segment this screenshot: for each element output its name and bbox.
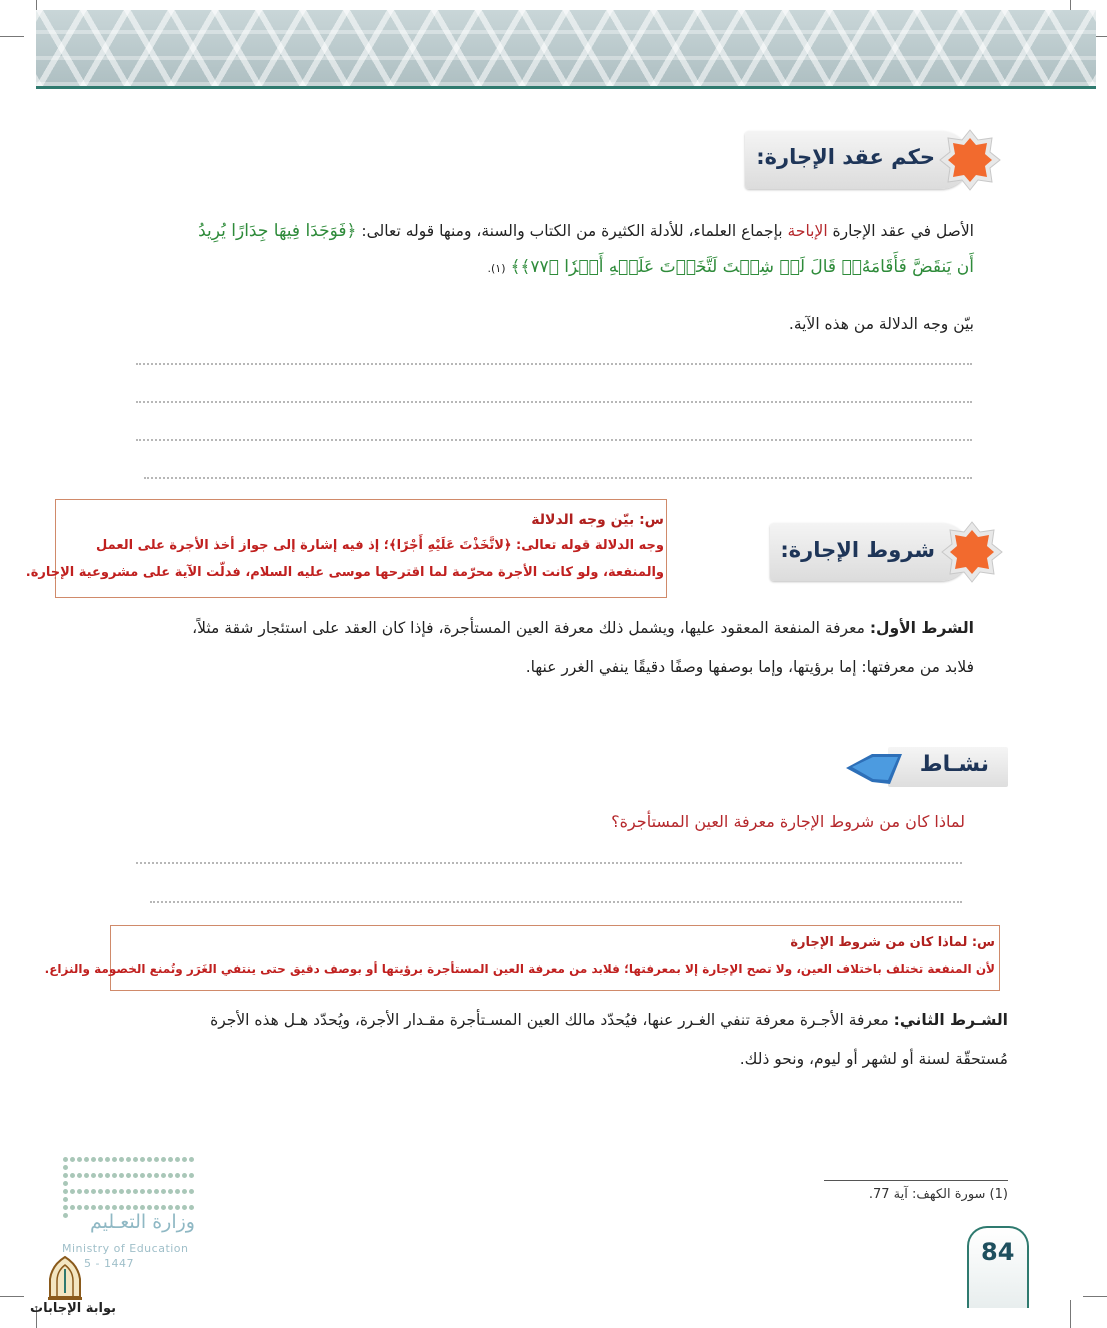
answer-text: وجه الدلالة قوله تعالى: ﴿لاتَّخَذْتَ عَلَيْهِ أَجْرًا﴾؛ إذ فيه إشارة إلى جواز أخذ الأجرة على العمل — [96, 538, 664, 553]
highlighted-word: الإباحة — [787, 222, 828, 240]
answer-line — [144, 477, 972, 479]
answer-line — [150, 901, 962, 903]
ministry-name-ar: وزارة التعـليم — [89, 1211, 195, 1233]
answer-line — [136, 439, 972, 441]
header-rule — [36, 86, 1096, 89]
crop-mark — [36, 0, 37, 10]
star-badge-icon — [940, 520, 1004, 584]
watermark-logo-icon — [44, 1255, 86, 1301]
paragraph-line: فلابد من معرفتها: إما برؤيتها، وإما بوصفها وصفًا دقيقًا ينفي الغرر عنها. — [525, 658, 974, 676]
star-badge-icon — [938, 128, 1002, 192]
footnote-rule — [824, 1180, 1008, 1181]
answer-question: س: لماذا كان من شروط الإجارة — [790, 935, 995, 950]
section-title: شروط الإجارة: — [780, 538, 935, 562]
answer-line — [136, 401, 972, 403]
answer-line — [136, 862, 962, 864]
footnote: (1) سورة الكهف: آية 77. — [868, 1187, 1008, 1202]
paragraph-line — [108, 1008, 1008, 1032]
activity-label: نشـاط — [919, 752, 989, 777]
paragraph-text: معرفة الأجـرة معرفة تنفي الغـرر عنها، فيُحدّد مالك العين المسـتأجرة مقـدار الأجرة، ويُحدّد هـل هذه الأجرة — [210, 1011, 894, 1029]
paragraph-text: بإجماع العلماء، للأدلة الكثيرة من الكتاب والسنة، ومنها قوله تعالى: — [356, 222, 788, 240]
ministry-name-en: Ministry of Education — [62, 1242, 189, 1255]
answer-line — [136, 363, 972, 365]
paragraph-line — [134, 255, 974, 281]
paragraph-line: مُستحقّة لسنة أو لشهر أو ليوم، ونحو ذلك. — [739, 1050, 1008, 1068]
answer-text: والمنفعة، ولو كانت الأجرة محرّمة لما اقترحها موسى عليه السلام، فدلّت الآية على مشروعية الإجارة. — [25, 565, 664, 580]
answer-question: س: بيّن وجه الدلالة — [531, 512, 664, 528]
ministry-year: 5 - 1447 — [84, 1257, 134, 1270]
answer-text: لأن المنفعة تختلف باختلاف العين، ولا تصح الإجارة إلا بمعرفتها؛ فلابد من معرفة العين المستأجرة برؤيتها أو بوصف دقيق حتى ينتفي الغَرَر وتُمنع الخصومة والنزاع. — [44, 962, 995, 976]
crop-mark — [1070, 1300, 1071, 1328]
ministry-logo-icon — [62, 1155, 198, 1219]
crop-mark — [1083, 1296, 1107, 1297]
page-number: 84 — [981, 1238, 1015, 1266]
section-title: حكم عقد الإجارة: — [756, 145, 935, 169]
footnote-ref: (١). — [487, 262, 506, 275]
condition-label: الشـرط الثاني: — [893, 1011, 1008, 1029]
crop-mark — [0, 1296, 24, 1297]
paragraph-text: الأصل في عقد الإجارة — [827, 222, 974, 240]
activity-arrow-icon — [844, 750, 904, 786]
header-pattern-band — [36, 10, 1096, 86]
paragraph-line — [74, 616, 974, 640]
paragraph-line — [134, 219, 974, 243]
quran-verse: أَن يَنقَضَّ فَأَقَامَهُۥۖ قَالَ لَوۡ شِئۡتَ لَتَّخَذۡتَ عَلَيۡهِ أَجۡرٗا ﴿٧٧﴾﴾ — [510, 257, 974, 277]
watermark-text: بوابة الإجابات — [30, 1301, 116, 1316]
crop-mark — [0, 36, 24, 37]
paragraph-text: معرفة المنفعة المعقود عليها، ويشمل ذلك معرفة العين المستأجرة، فإذا كان العقد على استئجار شقة مثلاً، — [192, 619, 870, 637]
condition-label: الشرط الأول: — [869, 619, 974, 637]
quran-verse: ﴿فَوَجَدَا فِيهَا جِدَارًا يُرِيدُ — [198, 221, 357, 241]
activity-question: لماذا كان من شروط الإجارة معرفة العين المستأجرة؟ — [611, 812, 965, 831]
exercise-question: بيّن وجه الدلالة من هذه الآية. — [788, 315, 974, 333]
